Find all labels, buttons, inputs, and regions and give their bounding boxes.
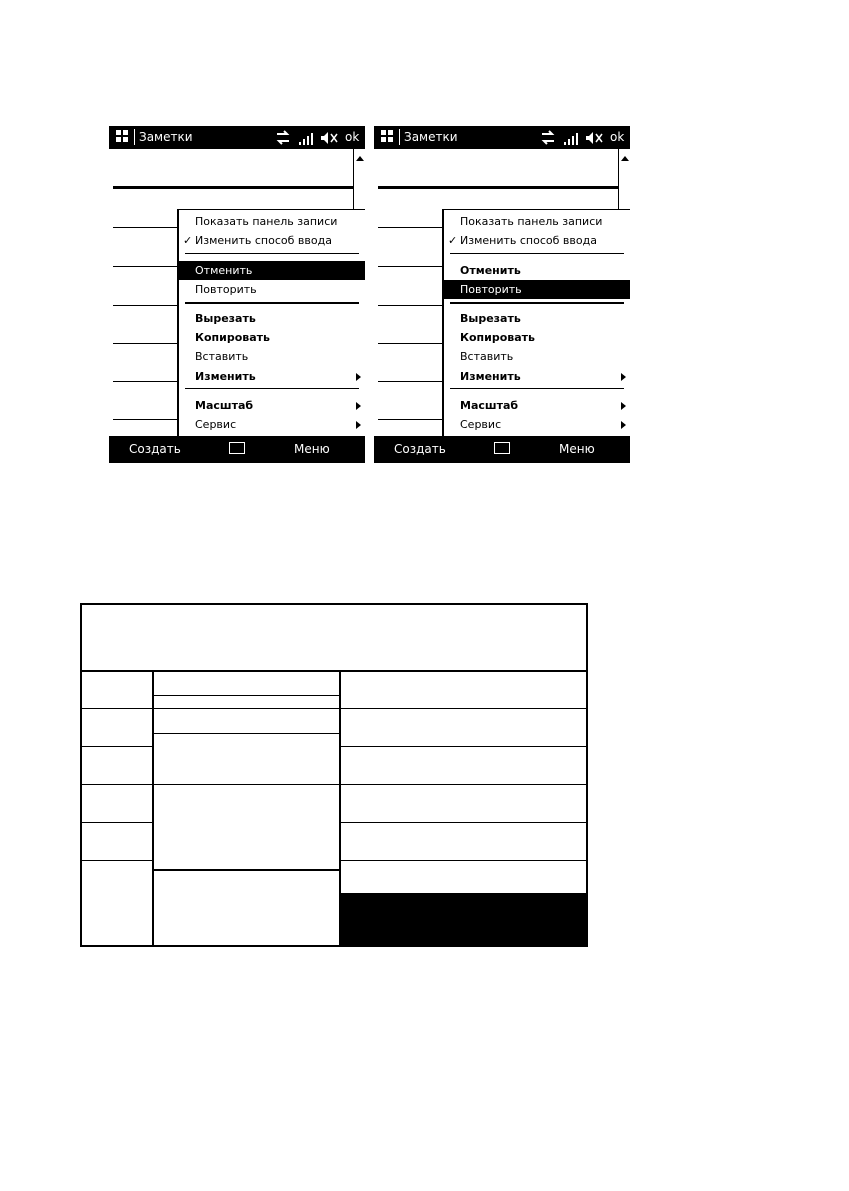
menu-item-cut[interactable] — [179, 309, 365, 328]
menu-softkey[interactable]: Меню — [294, 442, 330, 456]
table-row-line — [339, 860, 586, 861]
submenu-arrow-icon — [356, 421, 361, 429]
phone-screen-right — [374, 126, 630, 463]
menu-item-label: Сервис — [195, 418, 237, 431]
menu-item-label: Вставить — [195, 350, 249, 363]
menu-item-label: Изменить — [460, 370, 521, 383]
table-row-line — [152, 733, 341, 734]
status-icons — [275, 129, 345, 147]
soft-key-bar — [109, 436, 365, 463]
table-row-line — [339, 746, 586, 747]
table-filled-cell — [339, 893, 586, 945]
windows-start-icon[interactable] — [380, 129, 394, 143]
menu-item-redo[interactable] — [444, 280, 630, 299]
menu-divider — [450, 302, 624, 304]
menu-softkey[interactable]: Меню — [559, 442, 595, 456]
table-row-line — [152, 708, 341, 709]
soft-key-bar — [374, 436, 630, 463]
menu-item-copy[interactable] — [179, 328, 365, 347]
volume-muted-icon — [321, 132, 337, 144]
menu-item-label: Изменить — [195, 370, 256, 383]
table-row-line — [82, 784, 154, 785]
table-column-divider — [152, 670, 154, 945]
connectivity-icon — [542, 131, 554, 144]
title-bar — [109, 126, 365, 149]
menu-item-label: Масштаб — [460, 399, 519, 412]
menu-item-edit[interactable] — [444, 367, 630, 386]
table-row-line — [339, 784, 586, 785]
title-bar — [374, 126, 630, 149]
table-row-line — [82, 746, 154, 747]
table-row-line — [82, 860, 154, 861]
submenu-arrow-icon — [621, 402, 626, 410]
menu-item-show-input-panel[interactable] — [444, 212, 630, 231]
ok-button[interactable]: ok — [345, 130, 360, 144]
menu-item-label: Отменить — [460, 264, 521, 277]
checkmark-icon: ✓ — [183, 234, 193, 247]
menu-item-label: Вставить — [460, 350, 514, 363]
menu-item-label: Показать панель записи — [195, 215, 338, 228]
submenu-arrow-icon — [356, 373, 361, 381]
table-row-line — [152, 784, 341, 785]
table-row-line — [339, 708, 586, 709]
windows-start-icon[interactable] — [115, 129, 129, 143]
signal-strength-icon — [299, 133, 313, 145]
menu-item-label: Изменить способ ввода — [195, 234, 332, 247]
table-header-line — [82, 670, 586, 672]
notes-divider — [113, 186, 353, 189]
phone-screen-left — [109, 126, 365, 463]
menu-item-paste[interactable] — [444, 347, 630, 366]
scroll-up-arrow-icon[interactable] — [621, 156, 629, 161]
menu-item-cut[interactable] — [444, 309, 630, 328]
connectivity-icon — [277, 131, 289, 144]
menu-item-change-input-method[interactable] — [444, 231, 630, 250]
menu-item-redo[interactable] — [179, 280, 365, 299]
table-row-line — [82, 708, 154, 709]
context-menu — [177, 209, 365, 437]
ok-button[interactable]: ok — [610, 130, 625, 144]
title-separator — [399, 129, 400, 145]
menu-item-tools[interactable] — [179, 415, 365, 434]
menu-item-label: Повторить — [460, 283, 522, 296]
submenu-arrow-icon — [621, 373, 626, 381]
scroll-up-arrow-icon[interactable] — [356, 156, 364, 161]
menu-item-show-input-panel[interactable] — [179, 212, 365, 231]
menu-item-undo[interactable] — [444, 261, 630, 280]
table-row-line — [82, 822, 154, 823]
menu-item-label: Повторить — [195, 283, 257, 296]
menu-item-label: Копировать — [195, 331, 271, 344]
menu-item-paste[interactable] — [179, 347, 365, 366]
context-menu — [442, 209, 630, 437]
menu-item-label: Показать панель записи — [460, 215, 603, 228]
menu-item-copy[interactable] — [444, 328, 630, 347]
menu-divider — [450, 253, 624, 254]
volume-muted-icon — [586, 132, 602, 144]
menu-divider — [185, 302, 359, 304]
app-title: Заметки — [139, 130, 193, 144]
submenu-arrow-icon — [356, 402, 361, 410]
menu-item-undo[interactable] — [179, 261, 365, 280]
app-title: Заметки — [404, 130, 458, 144]
table-column-divider — [339, 670, 341, 895]
menu-divider — [185, 388, 359, 389]
menu-item-label: Вырезать — [460, 312, 521, 325]
title-separator — [134, 129, 135, 145]
signal-strength-icon — [564, 133, 578, 145]
create-softkey[interactable]: Создать — [129, 442, 181, 456]
menu-item-edit[interactable] — [179, 367, 365, 386]
table-row-line — [152, 695, 341, 696]
menu-item-zoom[interactable] — [179, 396, 365, 415]
menu-item-label: Отменить — [195, 264, 253, 277]
checkmark-icon: ✓ — [448, 234, 458, 247]
create-softkey[interactable]: Создать — [394, 442, 446, 456]
submenu-arrow-icon — [621, 421, 626, 429]
notes-divider — [378, 186, 618, 189]
table-row-line — [152, 869, 341, 871]
menu-item-change-input-method[interactable] — [179, 231, 365, 250]
menu-item-tools[interactable] — [444, 415, 630, 434]
document-table — [80, 603, 588, 947]
menu-item-zoom[interactable] — [444, 396, 630, 415]
menu-item-label: Изменить способ ввода — [460, 234, 597, 247]
menu-item-label: Масштаб — [195, 399, 254, 412]
status-icons — [540, 129, 610, 147]
menu-item-label: Вырезать — [195, 312, 256, 325]
menu-divider — [450, 388, 624, 389]
menu-item-label: Сервис — [460, 418, 502, 431]
menu-item-label: Копировать — [460, 331, 536, 344]
keyboard-icon[interactable] — [229, 442, 245, 454]
keyboard-icon[interactable] — [494, 442, 510, 454]
menu-divider — [185, 253, 359, 254]
table-row-line — [339, 822, 586, 823]
